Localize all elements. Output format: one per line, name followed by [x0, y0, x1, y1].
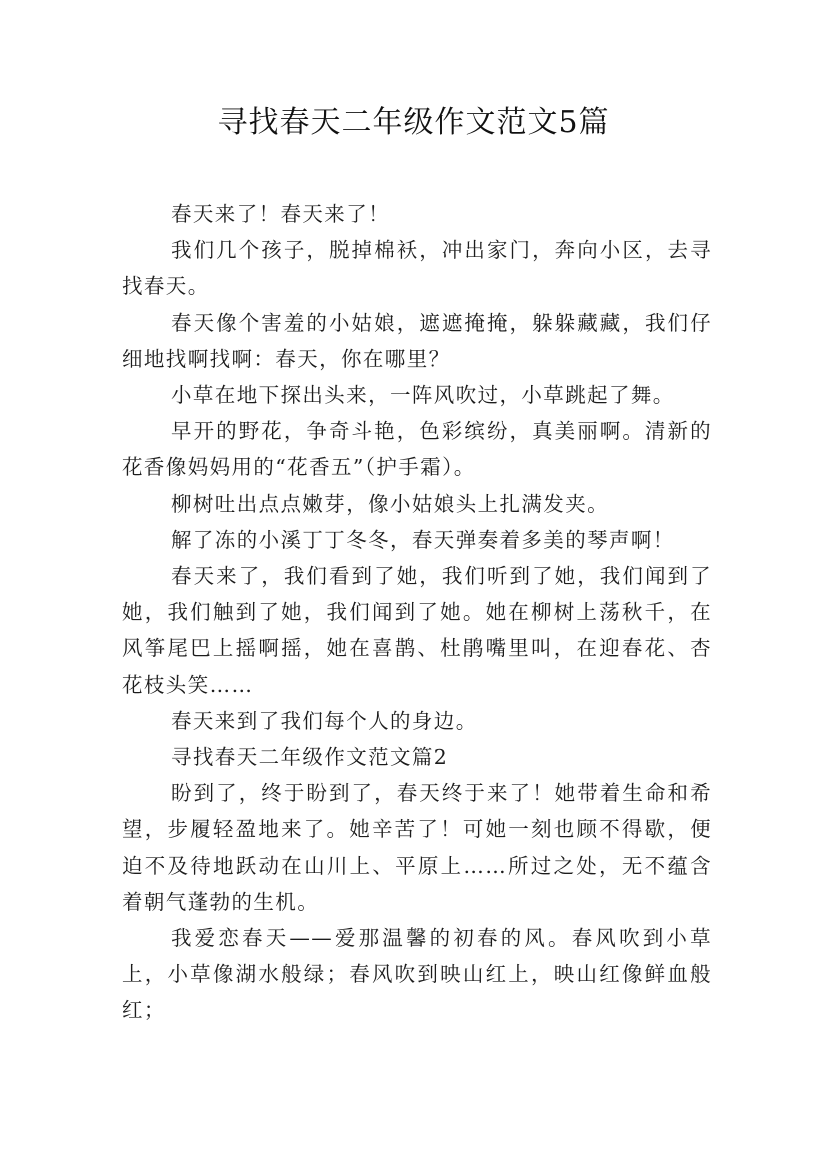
paragraph: 春天来了！春天来了！	[171, 202, 390, 226]
paragraph: 春天来了，我们看到了她，我们听到了她，我们闻到了她，我们触到了她，我们闻到了她。她在柳树上荡秋千，在风筝尾巴上摇啊摇，她在喜鹊、杜鹃嘴里叫，在迎春花、杏花枝头笑……	[122, 564, 712, 697]
document-title: 寻找春天二年级作文范文5篇	[217, 105, 610, 140]
section-heading: 寻找春天二年级作文范文篇2	[171, 745, 449, 770]
paragraph: 春天来到了我们每个人的身边。	[171, 708, 478, 733]
paragraph: 盼到了，终于盼到了，春天终于来了！她带着生命和希望，步履轻盈地来了。她辛苦了！可她一刻也顾不得歇，便迫不及待地跃动在山川上、平原上……所过之处，无不蕴含着朝气蓬勃的生机。	[122, 781, 712, 914]
paragraph: 我爱恋春天——爱那温馨的初春的风。春风吹到小草上，小草像湖水般绿；春风吹到映山红上，映山红像鲜血般红；	[122, 926, 712, 1023]
paragraph: 我们几个孩子，脱掉棉袄，冲出家门，奔向小区，去寻找春天。	[122, 238, 712, 299]
paragraph: 早开的野花，争奇斗艳，色彩缤纷，真美丽啊。清新的花香像妈妈用的“花香五”（护手霜）。	[122, 419, 712, 480]
paragraph: 柳树吐出点点嫩芽，像小姑娘头上扎满发夹。	[171, 491, 609, 516]
document-body	[122, 196, 712, 1029]
paragraph: 解了冻的小溪丁丁冬冬，春天弹奏着多美的琴声啊！	[171, 527, 675, 552]
paragraph: 春天像个害羞的小姑娘，遮遮掩掩，躲躲藏藏，我们仔细地找啊找啊：春天，你在哪里？	[122, 310, 712, 371]
paragraph: 小草在地下探出头来，一阵风吹过，小草跳起了舞。	[171, 383, 675, 408]
